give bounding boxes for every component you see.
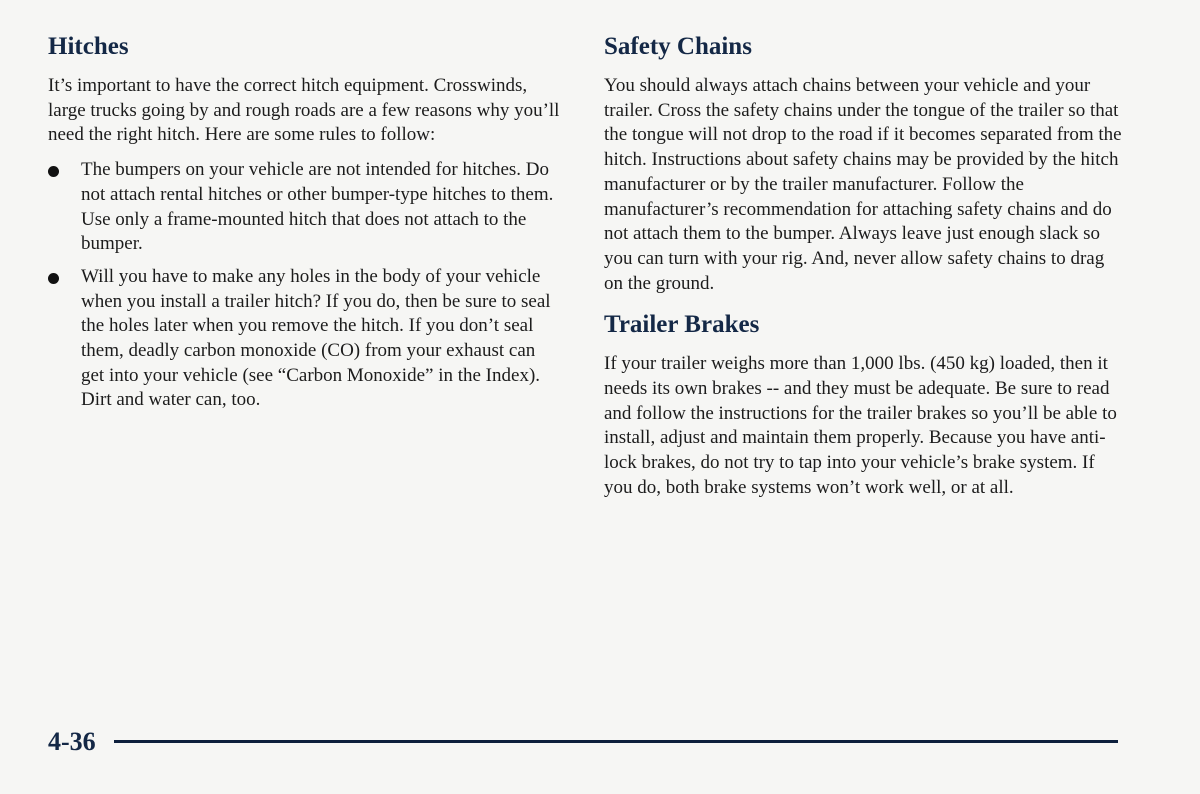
hitch-rules-list [48, 158, 563, 413]
bullet-icon [48, 166, 59, 177]
footer-rule [114, 740, 1118, 743]
hitches-heading: Hitches [48, 33, 129, 60]
safety-chains-heading: Safety Chains [604, 33, 752, 60]
list-item [48, 158, 563, 257]
page-number: 4-36 [48, 727, 96, 756]
list-item-text: The bumpers on your vehicle are not intended for hitches. Do not attach rental hitches or other bumper-type hitches to them. Use only a frame-mounted hitch that does not attach to the bumper. [81, 159, 554, 255]
page-footer [48, 724, 1118, 760]
safety-chains-text: You should always attach chains between your vehicle and your trailer. Cross the safety chains under the tongue of the trailer so that the tongue will not drop to the road if it becomes separated from the hitch. Instructions about safety chains may be provided by the hitch manufacturer or by the trailer manufacturer. Follow the manufacturer’s recommendation for attaching safety chains and do not attach them to the bumper. Always leave just enough slack so you can turn with your rig. And, never allow safety chains to drag on the ground. [604, 75, 1122, 294]
trailer-brakes-heading: Trailer Brakes [604, 311, 760, 339]
right-column [604, 30, 1124, 501]
trailer-brakes-text: If your trailer weighs more than 1,000 lbs. (450 kg) loaded, then it needs its own brakes -- and they must be adequate. Be sure to read and follow the instructions for the trailer brakes so you’ll be able to install, adjust and maintain them properly. Because you have anti-lock brakes, do not try to tap into your vehicle’s brake system. If you do, both brake systems won’t work well, or at all. [604, 353, 1117, 498]
list-item-text: Will you have to make any holes in the body of your vehicle when you install a trailer hitch? If you do, then be sure to seal the holes later when you remove the hitch. If you don’t seal them, deadly carbon monoxide (CO) from your exhaust can get into your vehicle (see “Carbon Monoxide” in the Index). Dirt and water can, too. [81, 265, 551, 411]
left-column [48, 30, 563, 421]
list-item [48, 265, 563, 413]
bullet-icon [48, 273, 59, 284]
hitches-intro: It’s important to have the correct hitch equipment. Crosswinds, large trucks going by and rough roads are a few reasons why you’ll need the right hitch. Here are some rules to follow: [48, 75, 560, 146]
